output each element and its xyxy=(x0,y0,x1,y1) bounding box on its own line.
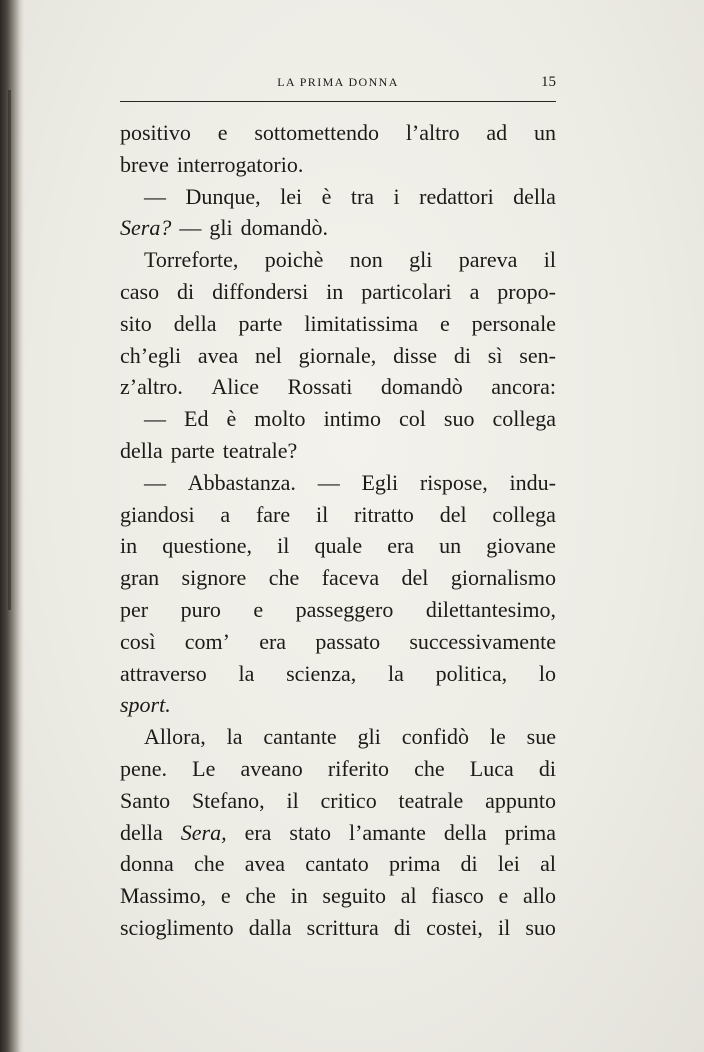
word: giornalismo xyxy=(450,565,556,591)
word: collega xyxy=(492,406,556,432)
word: puro xyxy=(180,596,221,622)
word: — xyxy=(144,183,166,209)
word: indu- xyxy=(509,469,556,495)
text-line xyxy=(120,149,556,181)
text-line xyxy=(120,817,556,849)
word: dalla xyxy=(248,914,292,940)
word: scrittura xyxy=(306,914,379,940)
word: era xyxy=(259,628,287,654)
word: signore xyxy=(181,565,247,591)
word: Massimo, xyxy=(120,883,207,909)
word: a xyxy=(469,278,480,304)
running-title: LA PRIMA DONNA xyxy=(277,75,399,89)
word: che xyxy=(414,755,445,781)
word: del xyxy=(401,565,429,591)
word: lo xyxy=(538,660,556,686)
word: Alice xyxy=(211,374,260,400)
word: l’altro xyxy=(405,120,460,145)
word: stato xyxy=(289,819,331,845)
text-line xyxy=(120,499,556,531)
word: Abbastanza. xyxy=(187,469,296,495)
word: che xyxy=(245,883,276,909)
word: prima xyxy=(389,851,441,877)
text-line xyxy=(120,276,556,308)
word: rispose, xyxy=(419,469,488,495)
word: breve xyxy=(120,151,169,177)
word: tra xyxy=(350,183,375,209)
word: dilettantesimo, xyxy=(425,596,556,622)
word: critico xyxy=(320,787,377,813)
word: così xyxy=(120,628,156,654)
page-number: 15 xyxy=(541,74,556,90)
word: ad xyxy=(486,120,508,145)
text-line xyxy=(120,403,556,435)
word: Santo xyxy=(120,787,171,813)
word: di xyxy=(460,851,478,877)
word: fare xyxy=(255,501,291,527)
word: Ed xyxy=(184,406,209,432)
word: lei xyxy=(497,851,520,877)
word: della xyxy=(173,310,217,336)
word: per xyxy=(120,596,149,622)
word: cantato xyxy=(305,851,369,877)
word: di xyxy=(538,755,556,781)
word: e xyxy=(498,883,509,909)
word: un xyxy=(439,533,462,559)
word: parte xyxy=(170,437,215,463)
word: un xyxy=(534,120,556,145)
word: teatrale xyxy=(398,787,464,813)
text-line xyxy=(120,244,556,276)
word: il xyxy=(543,247,556,273)
word: politica, xyxy=(435,660,508,686)
word: che xyxy=(268,565,300,591)
text-line xyxy=(120,594,556,626)
word: Dunque, xyxy=(185,183,261,209)
word: parte xyxy=(238,310,283,336)
word: Allora, xyxy=(144,724,206,750)
word: a xyxy=(220,501,231,527)
word: teatrale? xyxy=(222,437,298,463)
word: Stefano, xyxy=(191,787,265,813)
header-rule xyxy=(120,101,556,102)
binding-edge xyxy=(8,90,11,610)
word: molto xyxy=(254,406,306,432)
word: redattori xyxy=(419,183,494,209)
word: Sera, xyxy=(180,819,227,845)
word: suo xyxy=(443,406,475,432)
text-line xyxy=(120,530,556,562)
word: era xyxy=(244,819,272,845)
word: della xyxy=(120,437,163,463)
word: pareva xyxy=(458,247,518,273)
word: intimo xyxy=(323,406,382,432)
word: costei, xyxy=(426,914,483,940)
text-line xyxy=(120,371,556,403)
text-line xyxy=(120,181,556,213)
word: ch’egli xyxy=(120,342,182,368)
word: faceva xyxy=(321,565,380,591)
word: la xyxy=(238,660,255,686)
word: della xyxy=(513,183,556,209)
body-text xyxy=(120,117,556,944)
word: nel xyxy=(254,342,282,368)
word: fiasco xyxy=(431,883,484,909)
word: i xyxy=(393,183,400,209)
word: confidò xyxy=(401,724,469,750)
word: positivo xyxy=(120,120,191,145)
word: cantante xyxy=(263,724,337,750)
word: passeggero xyxy=(295,596,394,622)
word: di xyxy=(453,342,471,368)
word: il xyxy=(315,501,329,527)
word: al xyxy=(540,851,556,877)
word: aveano xyxy=(240,755,303,781)
word: il xyxy=(498,914,511,940)
word: domandò. xyxy=(240,215,328,241)
word: sue xyxy=(526,724,556,750)
word: e xyxy=(220,883,231,909)
word: diffondersi xyxy=(212,278,309,304)
word: ancora: xyxy=(491,374,556,400)
word: le xyxy=(489,724,506,750)
word: scioglimento xyxy=(120,914,234,940)
word: giandosi xyxy=(120,501,195,527)
running-head xyxy=(120,72,556,94)
word: attraverso xyxy=(120,660,207,686)
word: sen- xyxy=(519,342,556,368)
word: era xyxy=(387,533,415,559)
word: di xyxy=(393,914,411,940)
text-line xyxy=(120,721,556,753)
text-line xyxy=(120,626,556,658)
text-line xyxy=(120,435,556,467)
word: è xyxy=(321,183,332,209)
word: gran xyxy=(120,565,160,591)
word: Sera? xyxy=(120,215,172,241)
word: riferito xyxy=(327,755,389,781)
word: appunto xyxy=(485,787,556,813)
word: gli xyxy=(209,215,233,241)
book-spine-shadow xyxy=(0,0,24,1052)
word: è xyxy=(226,406,237,432)
word: Luca xyxy=(469,755,514,781)
word: domandò xyxy=(380,374,463,400)
word: col xyxy=(399,406,426,432)
word: l’amante xyxy=(348,819,426,845)
word: e xyxy=(217,120,228,145)
word: che xyxy=(193,851,225,877)
word: interrogatorio. xyxy=(176,151,304,177)
word: e xyxy=(439,310,450,336)
word: in xyxy=(120,533,138,559)
word: — xyxy=(317,469,340,495)
word: caso xyxy=(120,278,160,304)
word: giornale, xyxy=(298,342,377,368)
word: sì xyxy=(487,342,503,368)
word: non xyxy=(349,247,383,273)
word: gli xyxy=(409,247,433,273)
word: poichè xyxy=(264,247,324,273)
word: Le xyxy=(192,755,216,781)
text-line xyxy=(120,848,556,880)
word: quale xyxy=(314,533,363,559)
word: di xyxy=(177,278,195,304)
word: questione, xyxy=(162,533,253,559)
word: — xyxy=(144,406,166,432)
text-line xyxy=(120,658,556,690)
word: collega xyxy=(492,501,556,527)
word: com’ xyxy=(184,628,230,654)
word: disse xyxy=(393,342,438,368)
word: — xyxy=(179,215,202,241)
word: lei xyxy=(280,183,303,209)
word: il xyxy=(286,787,299,813)
word: Rossati xyxy=(287,374,353,400)
word: Torreforte, xyxy=(144,247,239,273)
word: in xyxy=(326,278,344,304)
word: Egli xyxy=(361,469,399,495)
word: della xyxy=(120,819,163,845)
word: ritratto xyxy=(354,501,414,527)
word: e xyxy=(253,596,264,622)
word: avea xyxy=(244,851,286,877)
word: prima xyxy=(504,819,556,845)
word: il xyxy=(277,533,290,559)
word: sottomettendo xyxy=(254,120,379,145)
word: limitatissima xyxy=(304,310,419,336)
text-line xyxy=(120,212,556,244)
word: in xyxy=(290,883,308,909)
text-line xyxy=(120,912,556,944)
word: z’altro. xyxy=(120,374,183,400)
word: propo- xyxy=(497,278,556,304)
word: suo xyxy=(525,914,556,940)
word: gli xyxy=(357,724,381,750)
word: sito xyxy=(120,310,152,336)
word: — xyxy=(144,469,166,495)
word: donna xyxy=(120,851,174,877)
word: della xyxy=(443,819,487,845)
word: scienza, xyxy=(286,660,357,686)
word: passato xyxy=(315,628,381,654)
text-line xyxy=(120,880,556,912)
text-line xyxy=(120,753,556,785)
word: sport. xyxy=(120,692,171,718)
word: seguito xyxy=(322,883,386,909)
word: del xyxy=(439,501,467,527)
word: la xyxy=(388,660,404,686)
word: giovane xyxy=(486,533,556,559)
word: al xyxy=(400,883,417,909)
word: particolari xyxy=(361,278,452,304)
text-line xyxy=(120,467,556,499)
word: la xyxy=(226,724,243,750)
word: pene. xyxy=(120,755,168,781)
word: allo xyxy=(522,883,556,909)
text-line xyxy=(120,340,556,372)
word: personale xyxy=(471,310,556,336)
text-line xyxy=(120,689,556,721)
word: successivamente xyxy=(409,628,556,654)
text-line xyxy=(120,117,556,149)
text-line xyxy=(120,308,556,340)
word: avea xyxy=(197,342,239,368)
text-line xyxy=(120,785,556,817)
text-line xyxy=(120,562,556,594)
